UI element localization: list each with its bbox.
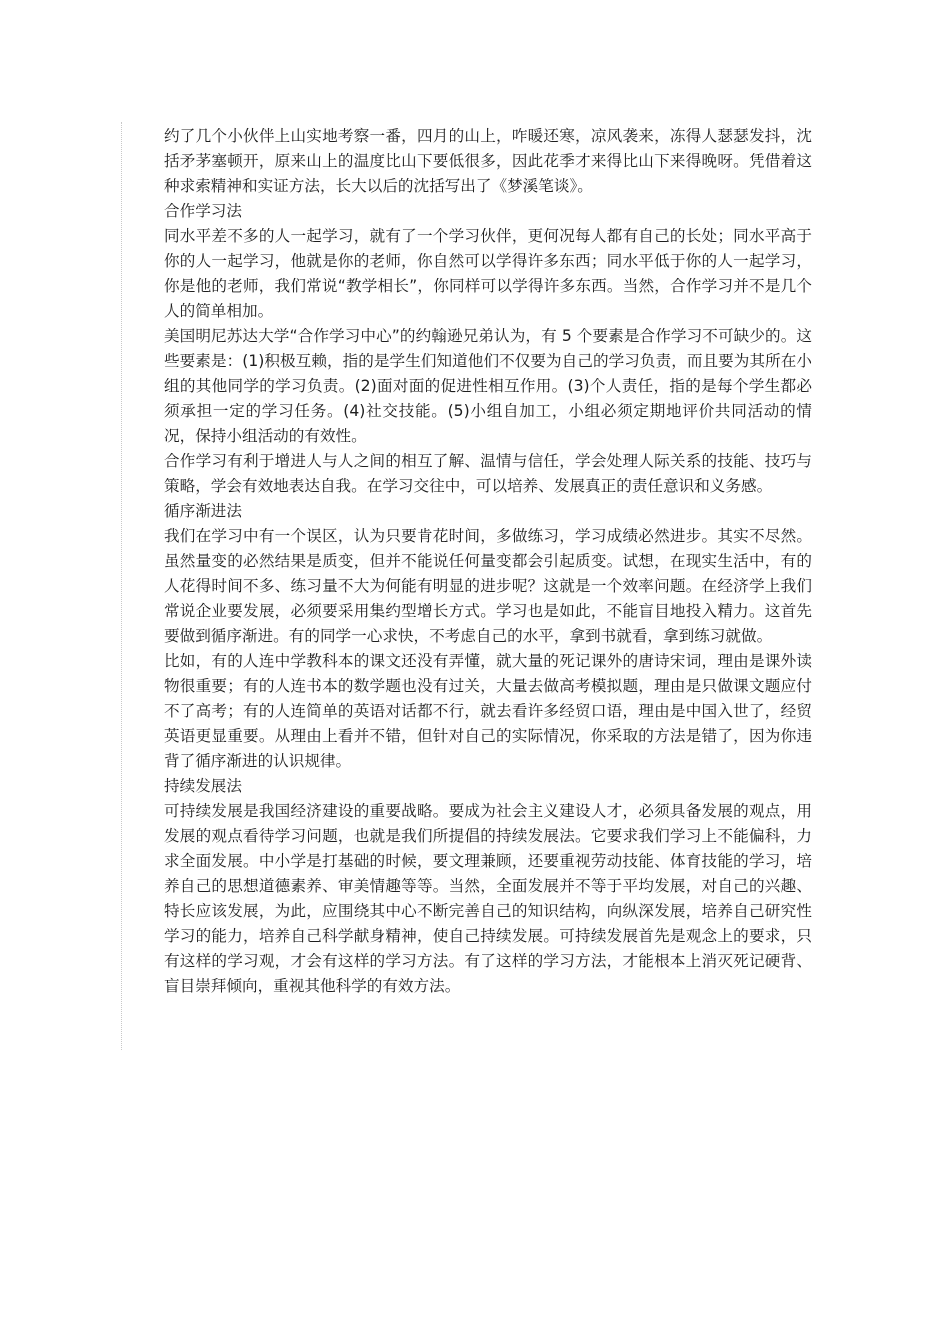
paragraph-study-partners: 同水平差不多的人一起学习，就有了一个学习伙伴，更何况每人都有自己的长处；同水平高于你的人一起学习，他就是你的老师，你自然可以学得许多东西；同水平低于你的人一起学习，你是他的老师，我们常说“教学相长”，你同样可以学得许多东西。当然，合作学习并不是几个人的简单相加。 bbox=[164, 227, 812, 320]
document-body bbox=[164, 124, 812, 999]
paragraph-examples: 比如，有的人连中学教科本的课文还没有弄懂，就大量的死记课外的唐诗宋词，理由是课外读物很重要；有的人连书本的数学题也没有过关，大量去做高考模拟题，理由是只做课文题应付不了高考；有的人连简单的英语对话都不行，就去看许多经贸口语，理由是中国入世了，经贸英语更显重要。从理由上看并不错，但针对自己的实际情况，你采取的方法是错了，因为你违背了循序渐进的认识规律。 bbox=[164, 652, 812, 770]
paragraph-cooperation-benefits: 合作学习有利于增进人与人之间的相互了解、温情与信任，学会处理人际关系的技能、技巧与策略，学会有效地表达自我。在学习交往中，可以培养、发展真正的责任意识和义务感。 bbox=[164, 452, 812, 495]
paragraph-learning-misconception: 我们在学习中有一个误区，认为只要肯花时间，多做练习，学习成绩必然进步。其实不尽然。虽然量变的必然结果是质变，但并不能说任何量变都会引起质变。试想，在现实生活中，有的人花得时间不多、练习量不大为何能有明显的进步呢？这就是一个效率问题。在经济学上我们常说企业要发展，必须要采用集约型增长方式。学习也是如此，不能盲目地投入精力。这首先要做到循序渐进。有的同学一心求快，不考虑自己的水平，拿到书就看，拿到练习就做。 bbox=[164, 527, 812, 645]
section-heading-cooperative-learning: 合作学习法 bbox=[164, 202, 242, 220]
paragraph-five-elements: 美国明尼苏达大学“合作学习中心”的约翰逊兄弟认为，有 5 个要素是合作学习不可缺少的。这些要素是：(1)积极互赖，指的是学生们知道他们不仅要为自己的学习负责，而且要为其所在小组的其他同学的学习负责。(2)面对面的促进性相互作用。(3)个人责任，指的是每个学生都必须承担一定的学习任务。(4)社交技能。(5)小组自加工，小组必须定期地评价共同活动的情况，保持小组活动的有效性。 bbox=[164, 327, 812, 445]
section-heading-step-by-step: 循序渐进法 bbox=[164, 502, 242, 520]
margin-guide-line bbox=[121, 122, 122, 1050]
section-heading-sustainable-development: 持续发展法 bbox=[164, 777, 242, 795]
paragraph-shen-kuo-story: 约了几个小伙伴上山实地考察一番，四月的山上，咋暖还寒，凉风袭来，冻得人瑟瑟发抖，沈括矛茅塞顿开，原来山上的温度比山下要低很多，因此花季才来得比山下来得晚呀。凭借着这种求索精神和实证方法，长大以后的沈括写出了《梦溪笔谈》。 bbox=[164, 127, 812, 195]
paragraph-sustainable-development: 可持续发展是我国经济建设的重要战略。要成为社会主义建设人才，必须具备发展的观点，用发展的观点看待学习问题，也就是我们所提倡的持续发展法。它要求我们学习上不能偏科，力求全面发展。中小学是打基础的时候，要文理兼顾，还要重视劳动技能、体育技能的学习，培养自己的思想道德素养、审美情趣等等。当然，全面发展并不等于平均发展，对自己的兴趣、特长应该发展，为此，应围绕其中心不断完善自己的知识结构，向纵深发展，培养自己研究性学习的能力，培养自己科学献身精神，使自己持续发展。可持续发展首先是观念上的要求，只有这样的学习观，才会有这样的学习方法。有了这样的学习方法，才能根本上消灭死记硬背、盲目崇拜倾向，重视其他科学的有效方法。 bbox=[164, 802, 812, 995]
